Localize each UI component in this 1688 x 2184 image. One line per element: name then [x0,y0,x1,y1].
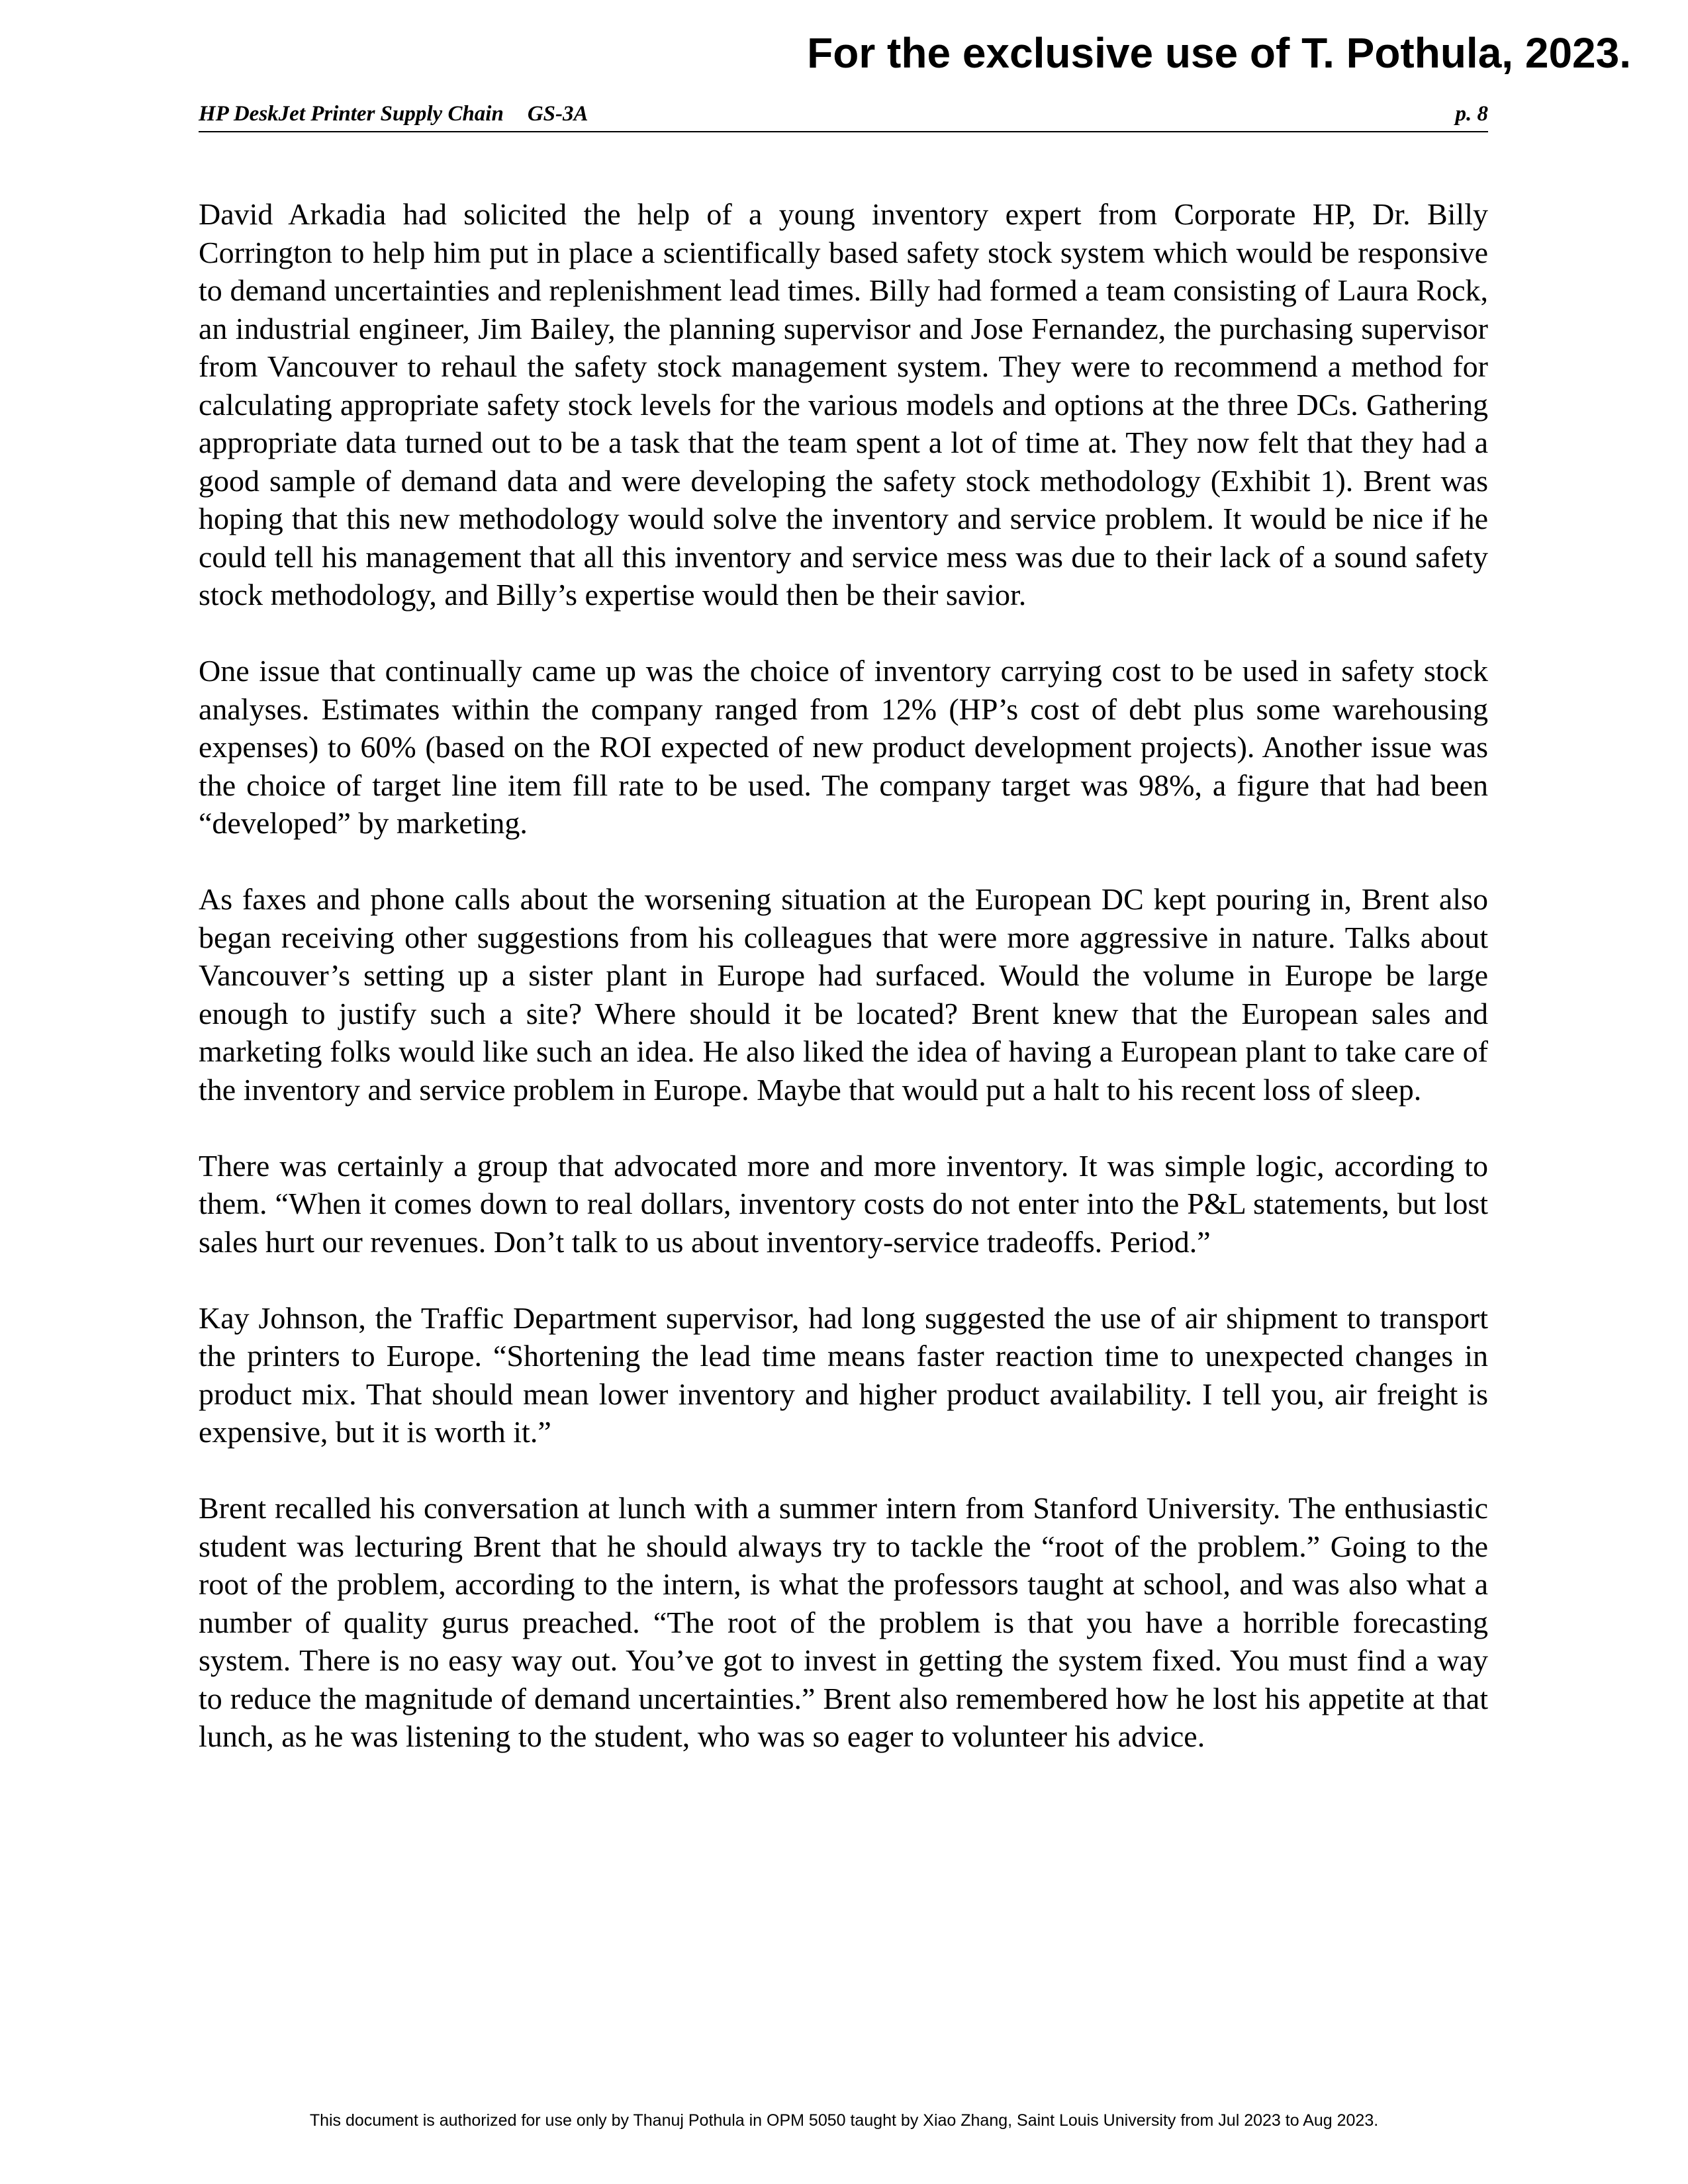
paragraph-safety-stock-team: David Arkadia had solicited the help of a young inventory expert from Corporate HP, Dr. Billy Corrington to help him put in place a scientifically based safety stock system which would be responsive to demand uncertainties and replenishment lead times. Billy had formed a team consisting of Laura Rock, an industrial engineer, Jim Bailey, the planning supervisor and Jose Fernandez, the purchasing supervisor from Vancouver to rehaul the safety stock management system. They were to recommend a method for calculating appropriate safety stock levels for the various models and options at the three DCs. Gathering appropriate data turned out to be a task that the team spent a lot of time at. They now felt that they had a good sample of demand data and were developing the safety stock methodology (Exhibit 1). Brent was hoping that this new methodology would solve the inventory and service problem. It would be nice if he could tell his management that all this inventory and service mess was due to their lack of a sound safety stock methodology, and Billy’s expertise would then be their savior. [199,197,1488,612]
paragraph-carrying-cost: One issue that continually came up was the choice of inventory carrying cost to be used in safety stock analyses. Estimates within the company ranged from 12% (HP’s cost of debt plus some warehousing expenses) to 60% (based on the ROI expected of new product development projects). Another issue was the choice of target line item fill rate to be used. The company target was 98%, a figure that had been “developed” by marketing. [199,654,1488,840]
authorization-footer: This document is authorized for use only by Thanuj Pothula in OPM 5050 taught by Xiao Zhang, Saint Louis University from Jul 2023 to Aug 2023. [309,2111,1379,2130]
page-number: p. 8 [1455,102,1488,126]
document-title: HP DeskJet Printer Supply Chain [199,102,504,126]
paragraph-more-inventory: There was certainly a group that advocated more and more inventory. It was simple logic, according to them. “When it comes down to real dollars, inventory costs do not enter into the P&L statements, but lost sales hurt our revenues. Don’t talk to us about inventory-service tradeoffs. Period.” [199,1148,1488,1259]
body-text [199,195,1488,1794]
header-left [199,101,588,127]
paragraph-air-shipment: Kay Johnson, the Traffic Department supervisor, had long suggested the use of air shipment to transport the printers to Europe. “Shortening the lead time means faster reaction time to unexpected changes in product mix. That should mean lower inventory and higher product availability. I tell you, air freight is expensive, but it is worth it.” [199,1300,1488,1449]
paragraph-root-of-problem: Brent recalled his conversation at lunch with a summer intern from Stanford University. The enthusiastic student was lecturing Brent that he should always try to tackle the “root of the problem.” Going to the root of the problem, according to the intern, is what the professors taught at school, and was also what a number of quality gurus preached. “The root of the problem is that you have a horrible forecasting system. There is no easy way out. You’ve got to invest in getting the system fixed. You must find a way to reduce the magnitude of demand uncertainties.” Brent also remembered how he lost his appetite at that lunch, as he was listening to the student, who was so eager to volunteer his advice. [199,1491,1488,1753]
exclusive-use-watermark: For the exclusive use of T. Pothula, 2023. [807,29,1631,77]
running-header [199,101,1488,132]
course-code: GS-3A [527,102,588,126]
paragraph-european-plant: As faxes and phone calls about the worsening situation at the European DC kept pouring in, Brent also began receiving other suggestions from his colleagues that were more aggressive in nature. Talks about Vancouver’s setting up a sister plant in Europe had surfaced. Would the volume in Europe be large enough to justify such a site? Where should it be located? Brent knew that the European sales and marketing folks would like such an idea. He also liked the idea of having a European plant to take care of the inventory and service problem in Europe. Maybe that would put a halt to his recent loss of sleep. [199,882,1488,1107]
